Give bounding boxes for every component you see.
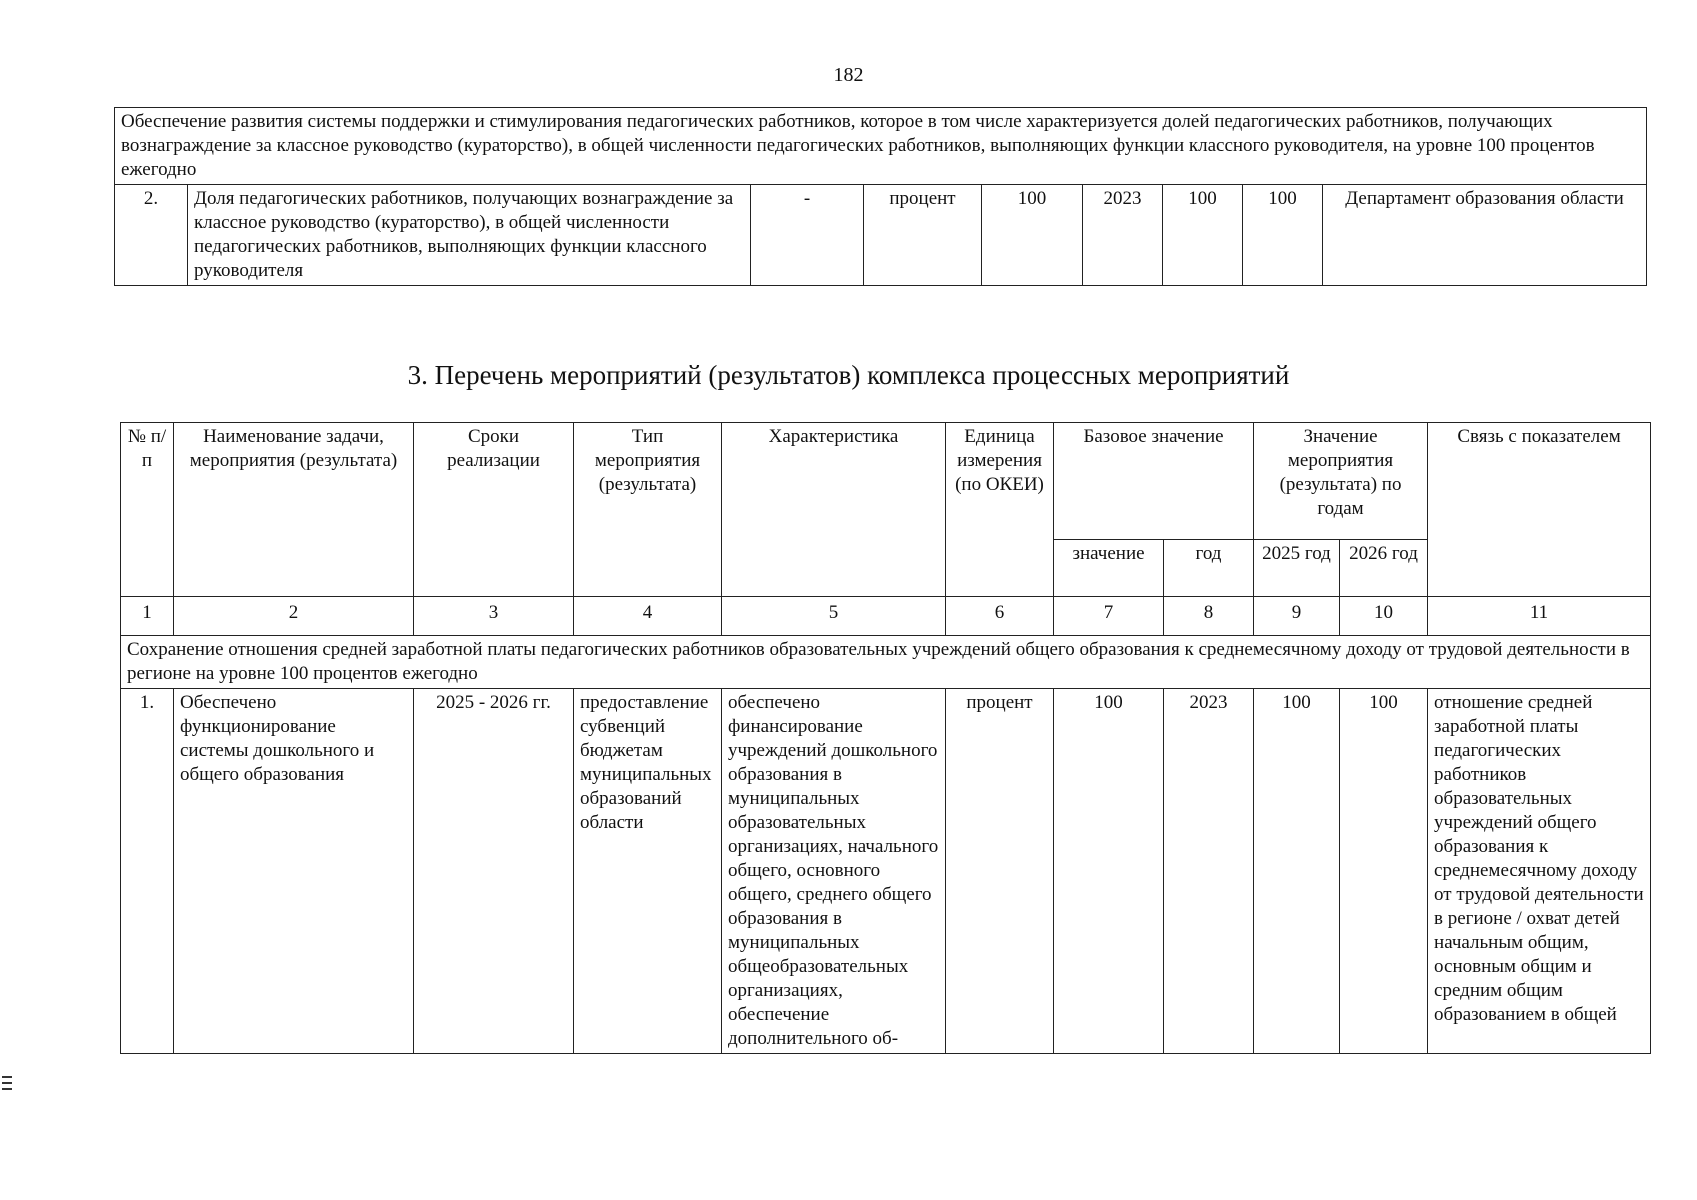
value-2025-cell: 100 bbox=[1163, 185, 1243, 286]
task-row bbox=[121, 636, 1651, 689]
table-row bbox=[121, 689, 1651, 1054]
header-name: Наименование задачи, мероприятия (результата) bbox=[174, 423, 414, 597]
base-year-cell: 2023 bbox=[1083, 185, 1163, 286]
column-number: 10 bbox=[1340, 597, 1428, 636]
header-event-values: Значение мероприятия (результата) по годам bbox=[1254, 423, 1428, 540]
link-cell: отношение средней заработной платы педагогических работников образовательных учреждений общего образования к среднемесячному доходу от трудовой деятельности в регионе / охват детей начальным общим, основным общим и средним общим образованием в общей bbox=[1428, 689, 1651, 1054]
header-year-2025: 2025 год bbox=[1254, 540, 1340, 597]
header-characteristic: Характеристика bbox=[722, 423, 946, 597]
value-2025-cell: 100 bbox=[1254, 689, 1340, 1054]
header-base-value: Базовое значение bbox=[1054, 423, 1254, 540]
events-table bbox=[120, 422, 1651, 1054]
table-row bbox=[115, 185, 1647, 286]
goal-text: Обеспечение развития системы поддержки и стимулирования педагогических работников, которое в том числе характеризуется долей педагогических работников, получающих вознаграждение за классное руководство (кураторство), в общей численности педагогических работников, выполняющих функции классного руководителя, на уровне 100 процентов ежегодно bbox=[115, 108, 1647, 185]
row-number: 2. bbox=[115, 185, 188, 286]
header-terms: Сроки реализации bbox=[414, 423, 574, 597]
column-numbers-row bbox=[121, 597, 1651, 636]
column-number: 11 bbox=[1428, 597, 1651, 636]
base-value-cell: 100 bbox=[982, 185, 1083, 286]
header-link: Связь с показателем bbox=[1428, 423, 1651, 597]
column-number: 8 bbox=[1164, 597, 1254, 636]
event-name: Обеспечено функционирование системы дошкольного и общего образования bbox=[174, 689, 414, 1054]
terms-cell: 2025 - 2026 гг. bbox=[414, 689, 574, 1054]
indicator-name: Доля педагогических работников, получающих вознаграждение за классное руководство (кураторство), в общей численности педагогических работников, выполняющих функции классного руководителя bbox=[188, 185, 751, 286]
header-base-value-value: значение bbox=[1054, 540, 1164, 597]
column-number: 4 bbox=[574, 597, 722, 636]
unit-cell: процент bbox=[864, 185, 982, 286]
section-title: 3. Перечень мероприятий (результатов) комплекса процессных мероприятий bbox=[407, 360, 1290, 390]
header-type: Тип мероприятия (результата) bbox=[574, 423, 722, 597]
column-number: 3 bbox=[414, 597, 574, 636]
scan-edge-mark bbox=[2, 1076, 12, 1078]
type-cell: предоставление субвенций бюджетам муниципальных образований области bbox=[574, 689, 722, 1054]
base-value-cell: 100 bbox=[1054, 689, 1164, 1054]
column-number: 6 bbox=[946, 597, 1054, 636]
row-number: 1. bbox=[121, 689, 174, 1054]
header-unit: Единица измерения (по ОКЕИ) bbox=[946, 423, 1054, 597]
column-number: 7 bbox=[1054, 597, 1164, 636]
value-2026-cell: 100 bbox=[1243, 185, 1323, 286]
indicator-table bbox=[114, 107, 1647, 286]
header-row bbox=[121, 423, 1651, 540]
unit-cell: процент bbox=[946, 689, 1054, 1054]
responsible-cell: Департамент образования области bbox=[1323, 185, 1647, 286]
page-number: 182 bbox=[833, 64, 864, 86]
goal-row bbox=[115, 108, 1647, 185]
scan-edge-mark bbox=[2, 1082, 12, 1084]
scan-edge-mark bbox=[2, 1088, 12, 1090]
column-number: 5 bbox=[722, 597, 946, 636]
dash-cell: - bbox=[751, 185, 864, 286]
value-2026-cell: 100 bbox=[1340, 689, 1428, 1054]
header-base-value-year: год bbox=[1164, 540, 1254, 597]
characteristic-cell: обеспечено финансирование учреждений дошкольного образования в муниципальных образовательных организациях, начального общего, основного общего, среднего общего образования в муниципальных общеобразовательных организациях, обеспечение дополнительного об- bbox=[722, 689, 946, 1054]
base-year-cell: 2023 bbox=[1164, 689, 1254, 1054]
column-number: 2 bbox=[174, 597, 414, 636]
task-text: Сохранение отношения средней заработной платы педагогических работников образовательных учреждений общего образования к среднемесячному доходу от трудовой деятельности в регионе на уровне 100 процентов ежегодно bbox=[121, 636, 1651, 689]
column-number: 9 bbox=[1254, 597, 1340, 636]
column-number: 1 bbox=[121, 597, 174, 636]
header-year-2026: 2026 год bbox=[1340, 540, 1428, 597]
header-num: № п/п bbox=[121, 423, 174, 597]
